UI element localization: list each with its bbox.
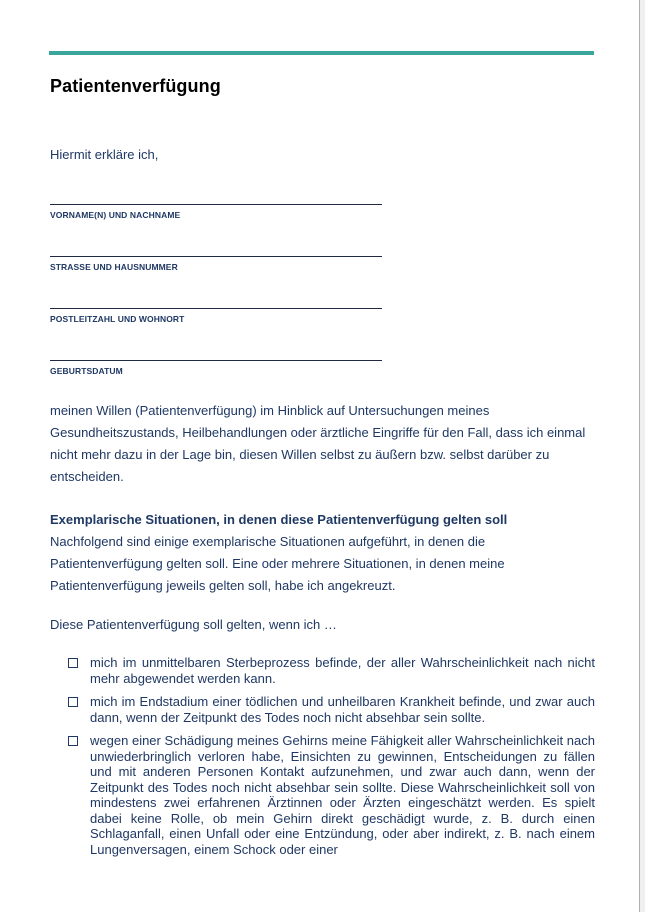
accent-rule bbox=[49, 51, 594, 55]
checklist-item-text: wegen einer Schädigung meines Gehirns meine Fähigkeit aller Wahrscheinlichkeit nach unwiederbringlich verloren habe, Einsichten zu gewinnen, Entscheidungen zu fällen und mit anderen Personen Kontakt aufzunehmen, und zwar auch dann, wenn der Zeitpunkt des Todes noch nicht absehbar sein sollte. Diese Wahrscheinlichkeit soll von mindestens zwei erfahrenen Ärztinnen oder Ärzten eingeschätzt werden. Es spielt dabei keine Rolle, ob mein Gehirn direkt geschädigt wurde, z. B. durch einen Schlaganfall, einen Unfall oder eine Entzündung, oder aber indirekt, z. B. nach einem Lungenversagen, einem Schock oder einer bbox=[90, 733, 595, 857]
will-paragraph bbox=[50, 400, 590, 488]
page-edge-shadow bbox=[640, 0, 645, 912]
situations-text: Nachfolgend sind einige exemplarische Situationen aufgeführt, in denen die Patientenverfügung gelten soll. Eine oder mehrere Situationen, in denen meine Patientenverfügung jeweils gelten soll, habe ich angekreuzt. bbox=[50, 534, 505, 593]
postcode-city-input-line[interactable] bbox=[50, 308, 382, 309]
name-field[interactable] bbox=[50, 204, 382, 220]
checklist-item bbox=[68, 733, 595, 857]
situations-section bbox=[50, 509, 590, 597]
birthdate-field[interactable] bbox=[50, 360, 382, 376]
checkbox[interactable] bbox=[68, 736, 78, 746]
birthdate-input-line[interactable] bbox=[50, 360, 382, 361]
checkbox[interactable] bbox=[68, 697, 78, 707]
street-field-label: STRASSE UND HAUSNUMMER bbox=[50, 262, 178, 272]
street-field[interactable] bbox=[50, 256, 382, 272]
checklist-item-text: mich im Endstadium einer tödlichen und unheilbaren Krankheit befinde, und zwar auch dann, wenn der Zeitpunkt des Todes noch nicht absehbar sein sollte. bbox=[90, 694, 595, 725]
name-field-label: VORNAME(N) UND NACHNAME bbox=[50, 210, 181, 220]
checkbox[interactable] bbox=[68, 658, 78, 668]
situation-checklist bbox=[68, 655, 595, 865]
document-title: Patientenverfügung bbox=[50, 76, 221, 96]
checklist-item bbox=[68, 694, 595, 725]
page-edge bbox=[639, 0, 640, 912]
condition-intro bbox=[50, 614, 590, 636]
name-input-line[interactable] bbox=[50, 204, 382, 205]
postcode-city-field-label: POSTLEITZAHL UND WOHNORT bbox=[50, 314, 185, 324]
birthdate-field-label: GEBURTSDATUM bbox=[50, 366, 123, 376]
situations-heading: Exemplarische Situationen, in denen diese Patientenverfügung gelten soll bbox=[50, 512, 508, 527]
will-paragraph-text: meinen Willen (Patientenverfügung) im Hinblick auf Untersuchungen meines Gesundheitszustands, Heilbehandlungen oder ärztliche Eingriffe für den Fall, dass ich einmal nicht mehr dazu in der Lage bin, diesen Willen selbst zu äußern bzw. selbst darüber zu entscheiden. bbox=[50, 403, 586, 484]
intro-text: Hiermit erkläre ich, bbox=[50, 147, 159, 162]
checklist-item-text: mich im unmittelbaren Sterbeprozess befinde, der aller Wahrscheinlichkeit nach nicht mehr abgewendet werden kann. bbox=[90, 655, 595, 686]
checklist-item bbox=[68, 655, 595, 686]
postcode-city-field[interactable] bbox=[50, 308, 382, 324]
condition-intro-text: Diese Patientenverfügung soll gelten, wenn ich … bbox=[50, 617, 337, 632]
street-input-line[interactable] bbox=[50, 256, 382, 257]
